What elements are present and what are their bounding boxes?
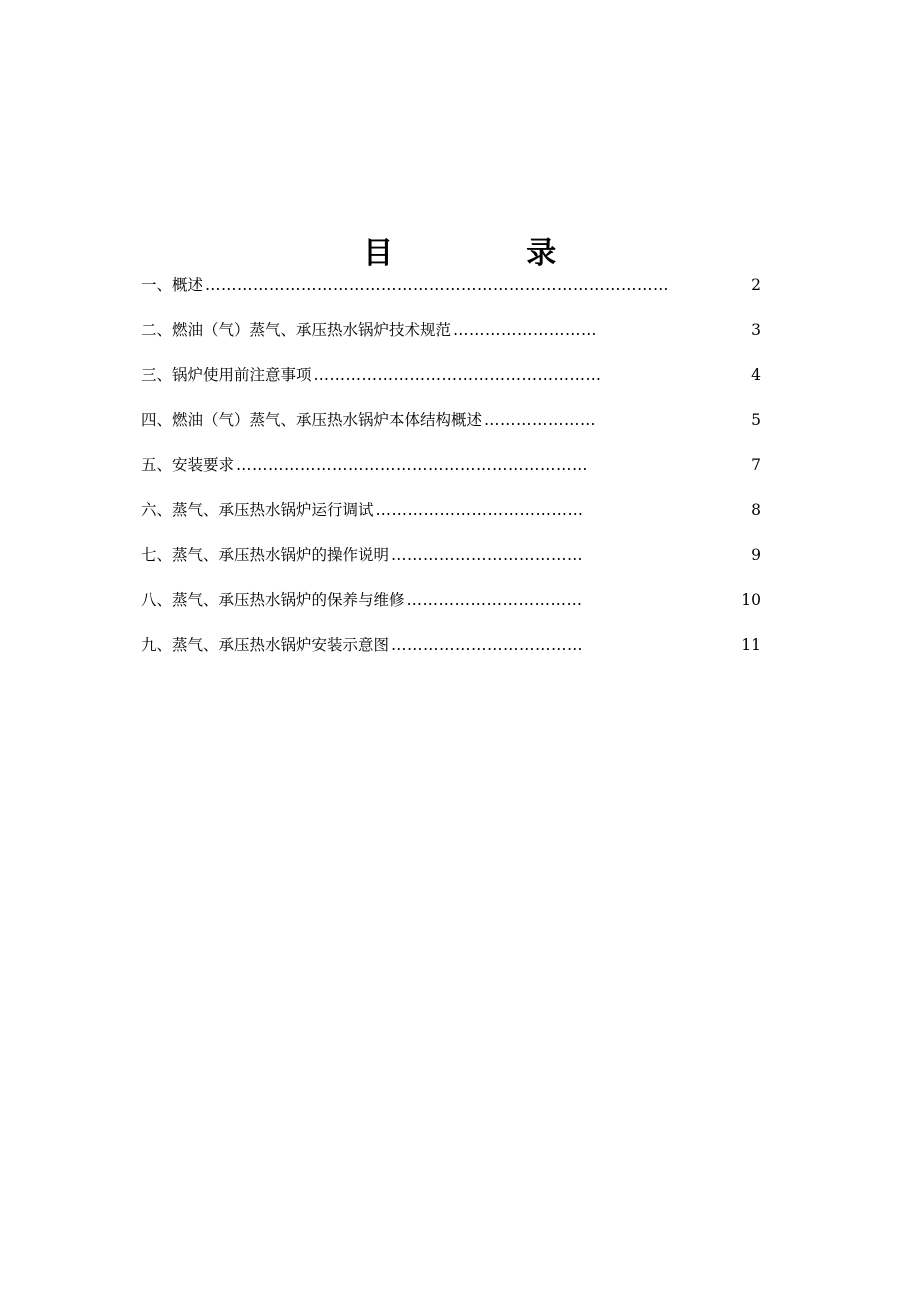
toc-entry[interactable] [141, 278, 761, 323]
toc-entry-label: 三、锅炉使用前注意事项 [141, 366, 312, 384]
table-of-contents [141, 278, 761, 683]
toc-entry[interactable] [141, 323, 761, 368]
toc-entry[interactable] [141, 593, 761, 638]
toc-page-number: 9 [751, 546, 761, 564]
toc-entry[interactable] [141, 368, 761, 413]
toc-entry-label: 五、安装要求 [141, 456, 235, 474]
toc-entry[interactable] [141, 458, 761, 503]
toc-entry-label: 一、概述 [141, 276, 204, 294]
toc-entry-label: 二、燃油（气）蒸气、承压热水锅炉技术规范 [141, 321, 452, 339]
toc-leader: …………………………………………………………………………… [205, 278, 670, 294]
toc-leader: ……………………………………………… [313, 368, 602, 384]
toc-page-number: 4 [751, 366, 761, 384]
toc-leader: ………………… [484, 413, 597, 429]
toc-leader: ……………………… [453, 323, 598, 339]
toc-leader: ……………………………… [391, 638, 584, 654]
toc-entry-label: 四、燃油（气）蒸气、承压热水锅炉本体结构概述 [141, 411, 483, 429]
toc-page-number: 11 [741, 636, 761, 654]
toc-entry[interactable] [141, 503, 761, 548]
toc-entry-label: 八、蒸气、承压热水锅炉的保养与维修 [141, 591, 405, 609]
toc-page-number: 7 [751, 456, 761, 474]
toc-leader: …………………………… [406, 593, 583, 609]
toc-entry-label: 六、蒸气、承压热水锅炉运行调试 [141, 501, 374, 519]
toc-leader: ………………………………… [375, 503, 584, 519]
toc-page-number: 2 [751, 276, 761, 294]
toc-entry[interactable] [141, 413, 761, 458]
toc-entry[interactable] [141, 548, 761, 593]
toc-page-number: 8 [751, 501, 761, 519]
toc-leader: ………………………………………………………… [236, 458, 589, 474]
page-title: 目 录 [363, 236, 557, 271]
toc-leader: ……………………………… [391, 548, 584, 564]
toc-entry-label: 七、蒸气、承压热水锅炉的操作说明 [141, 546, 390, 564]
toc-entry[interactable] [141, 638, 761, 683]
toc-page-number: 5 [751, 411, 761, 429]
toc-entry-label: 九、蒸气、承压热水锅炉安装示意图 [141, 636, 390, 654]
toc-page-number: 10 [741, 591, 761, 609]
toc-page-number: 3 [751, 321, 761, 339]
